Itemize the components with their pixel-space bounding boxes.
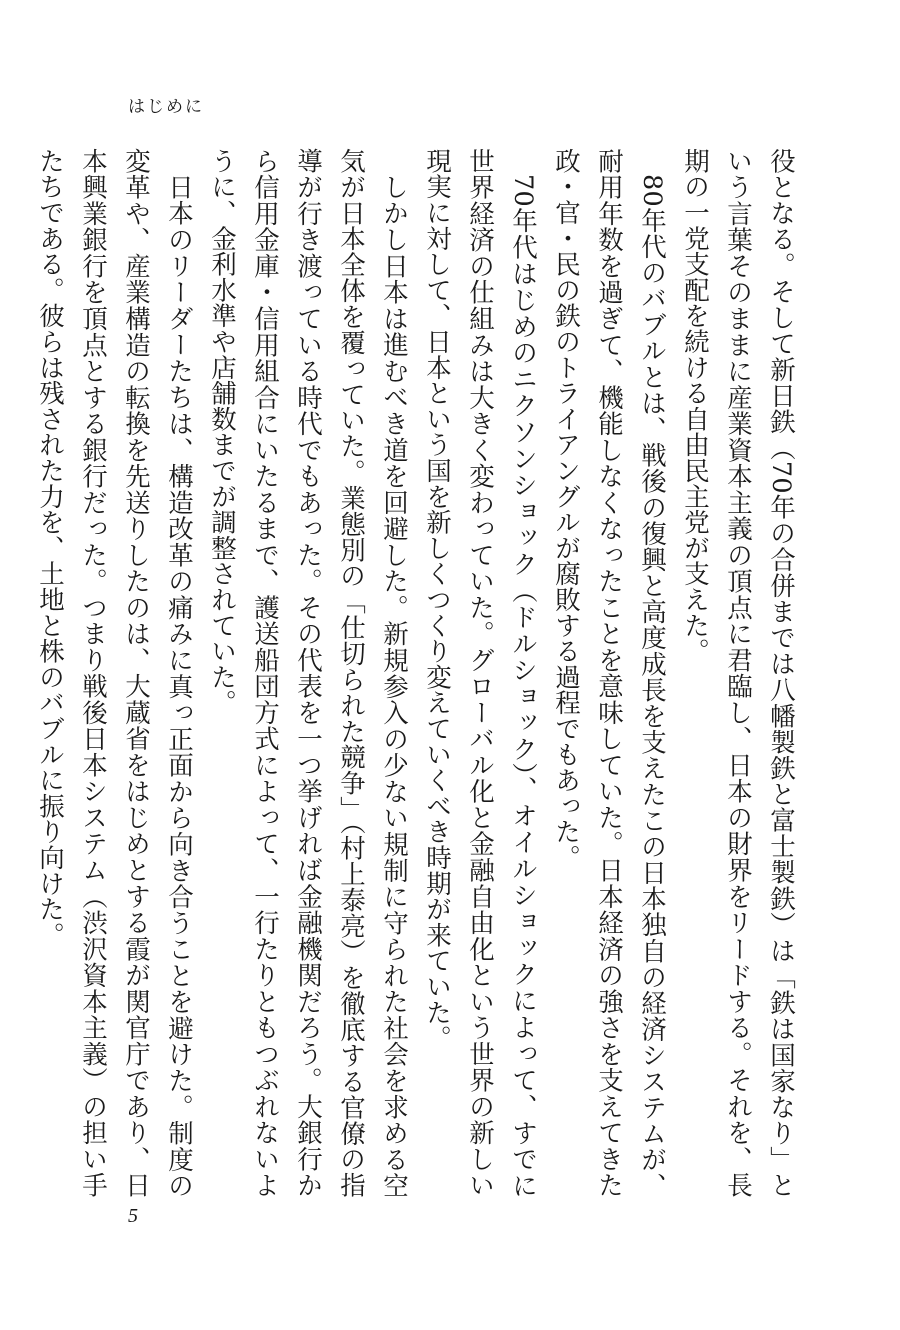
- paragraph-2: 80年代のバブルとは、戦後の復興と高度成長を支えたこの日本独自の経済システムが、耐用年数を過ぎて、機能しなくなったことを意味していた。日本経済の強さを支えてきた政・官・民の鉄のトライアングルが腐敗する過程でもあった。: [551, 148, 667, 1198]
- body-text: [35, 148, 802, 1198]
- page-number: 5: [128, 1205, 138, 1227]
- running-head: はじめに: [128, 97, 204, 117]
- paragraph-1: 役となる。そして新日鉄（70年の合併までは八幡製鉄と富士製鉄）は「鉄は国家なり」という言葉そのままに産業資本主義の頂点に君臨し、日本の財界をリードする。それを、長期の一党支配を続ける自由民主党が支えた。: [680, 148, 796, 1198]
- paragraph-4: しかし日本は進むべき道を回避した。新規参入の少ない規制に守られた社会を求める空気が日本全体を覆っていた。業態別の「仕切られた競争」（村上泰亮）を徹底する官僚の指導が行き渡っている時代でもあった。その代表を一つ挙げれば金融機関だろう。大銀行から信用金庫・信用組合にいたるまで、護送船団方式によって、一行たりともつぶれないように、金利水準や店舗数までが調整されていた。: [207, 148, 409, 1198]
- paragraph-5: 日本のリーダーたちは、構造改革の痛みに真っ正面から向き合うことを避けた。制度の変革や、産業構造の転換を先送りしたのは、大蔵省をはじめとする霞が関官庁であり、日本興業銀行を頂点とする銀行だった。つまり戦後日本システム（渋沢資本主義）の担い手たちである。彼らは残された力を、土地と株のバブルに振り向けた。: [35, 148, 194, 1198]
- paragraph-3: 70年代はじめのニクソンショック（ドルショック）、オイルショックによって、すでに世界経済の仕組みは大きく変わっていた。グローバル化と金融自由化という世界の新しい現実に対して、日本という国を新しくつくり変えていくべき時期が来ていた。: [422, 148, 538, 1198]
